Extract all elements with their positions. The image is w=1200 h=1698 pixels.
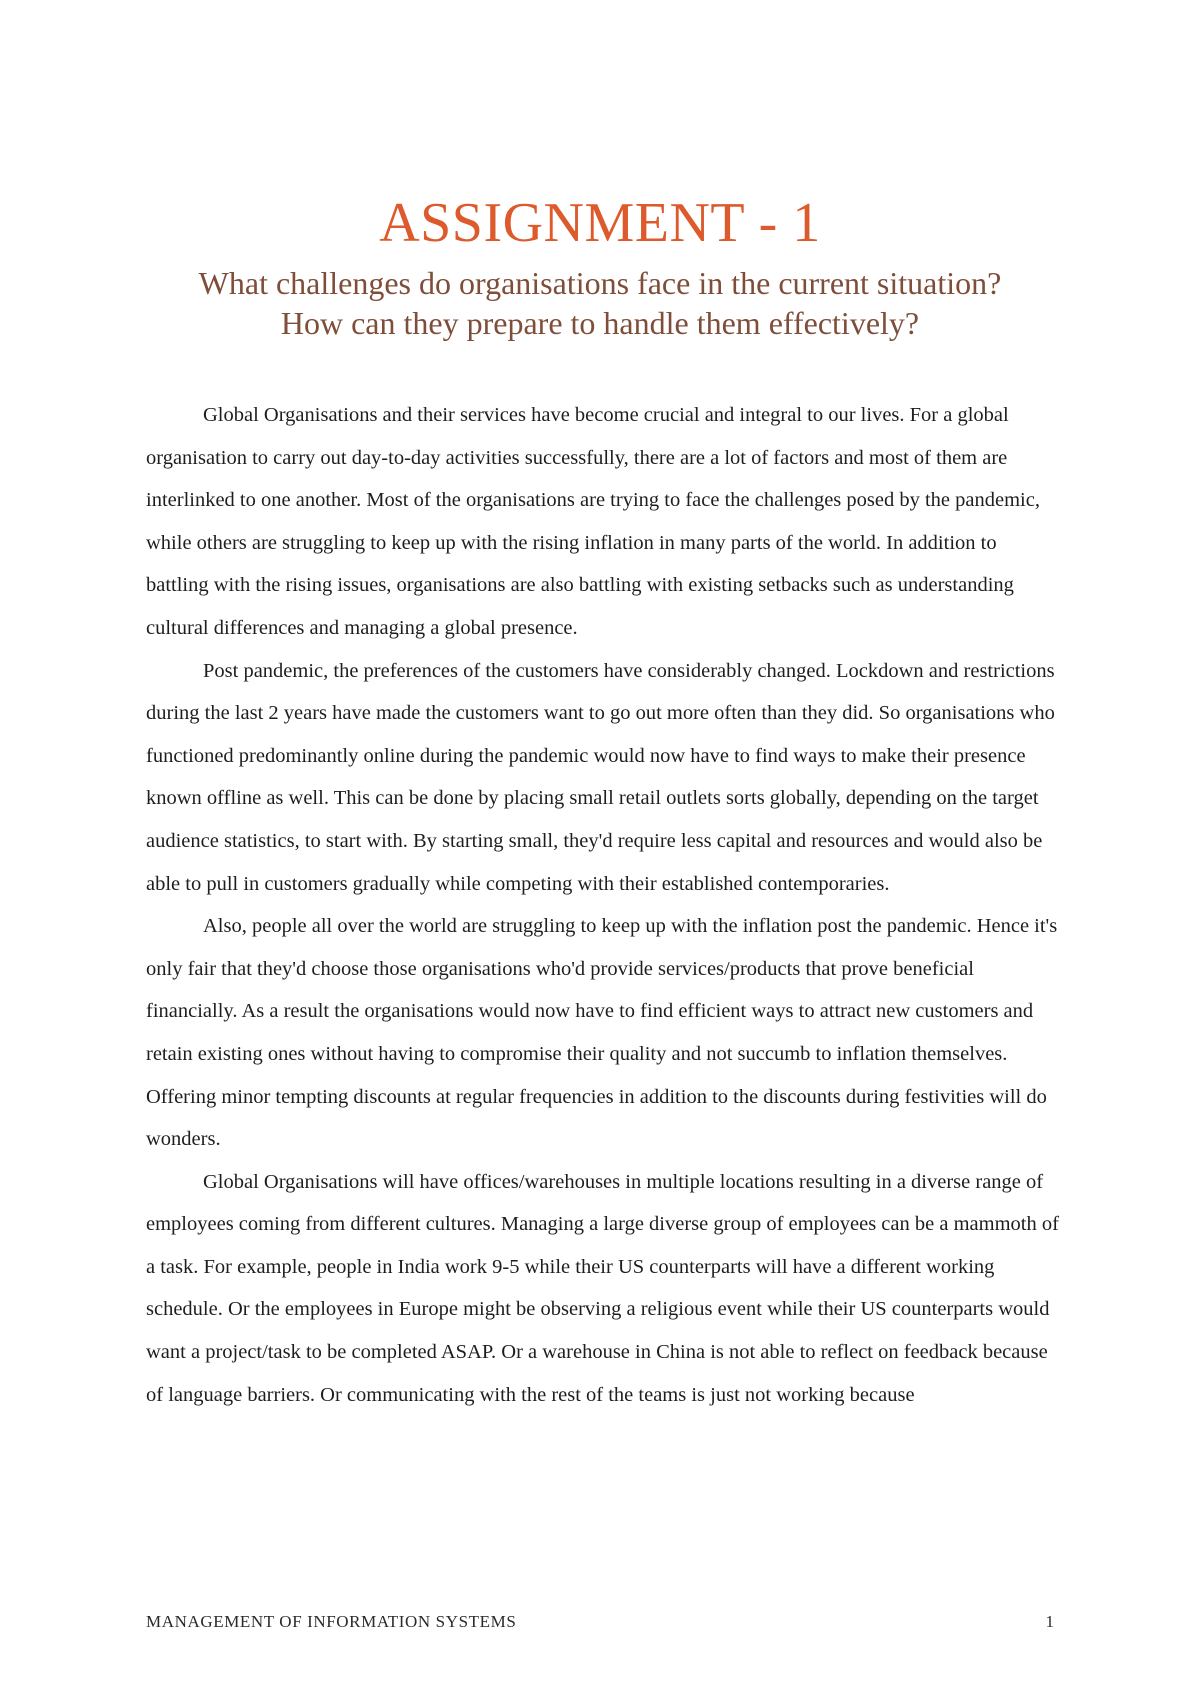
footer-page-number: 1 [1045, 1612, 1054, 1631]
paragraph-2: Post pandemic, the preferences of the customers have considerably changed. Lockdown and restrictions during the last 2 years have made the customers want to go out more often than they did. So organisations who functioned predominantly online during the pandemic would now have to find ways to make their presence known offline as well. This can be done by placing small retail outlets sorts globally, depending on the target audience statistics, to start with. By starting small, they'd require less capital and resources and would also be able to pull in customers gradually while competing with their established contemporaries. [146, 659, 1055, 895]
document-body [146, 394, 1060, 1416]
paragraph-3: Also, people all over the world are struggling to keep up with the inflation post the pandemic. Hence it's only fair that they'd choose those organisations who'd provide services/products that prove beneficial financially. As a result the organisations would now have to find efficient ways to attract new customers and retain existing ones without having to compromise their quality and not succumb to inflation themselves. Offering minor tempting discounts at regular frequencies in addition to the discounts during festivities will do wonders. [146, 915, 1058, 1151]
footer-course-title: MANAGEMENT OF INFORMATION SYSTEMS [146, 1612, 517, 1631]
subtitle-line-1: What challenges do organisations face in the current situation? [198, 265, 1002, 301]
paragraph-1: Global Organisations and their services have become crucial and integral to our lives. For a global organisation to carry out day-to-day activities successfully, there are a lot of factors and most of them are interlinked to one another. Most of the organisations are trying to face the challenges posed by the pandemic, while others are struggling to keep up with the rising inflation in many parts of the world. In addition to battling with the rising issues, organisations are also battling with existing setbacks such as understanding cultural differences and managing a global presence. [146, 404, 1040, 639]
paragraph-4: Global Organisations will have offices/warehouses in multiple locations resulting in a diverse range of employees coming from different cultures. Managing a large diverse group of employees can be a mammoth of a task. For example, people in India work 9-5 while their US counterparts will have a different working schedule. Or the employees in Europe might be observing a religious event while their US counterparts would want a project/task to be completed ASAP. Or a warehouse in China is not able to reflect on feedback because of language barriers. Or communicating with the rest of the teams is just not working because [146, 1170, 1059, 1406]
document-title: ASSIGNMENT - 1 [379, 192, 821, 254]
document-subtitle [0, 263, 1200, 343]
subtitle-line-2: How can they prepare to handle them effectively? [280, 305, 920, 341]
